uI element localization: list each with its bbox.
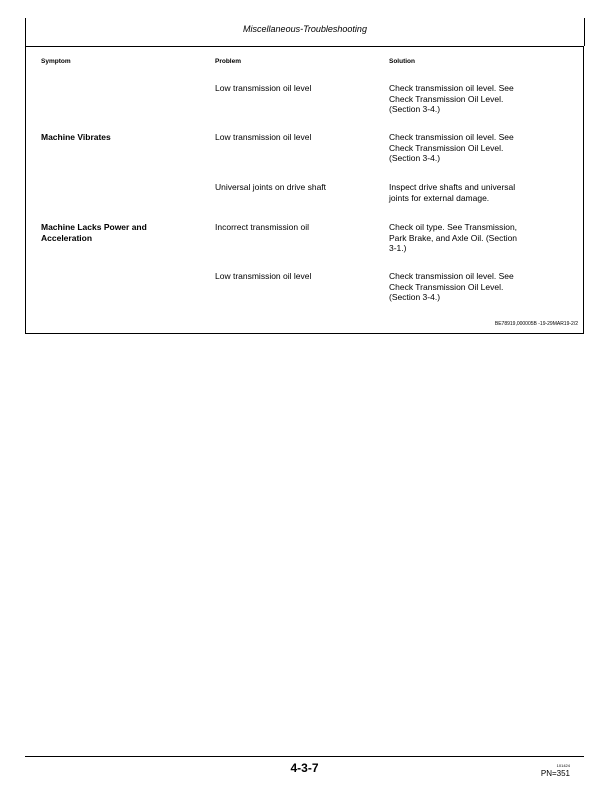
footer-small-code: 101424 [556, 763, 570, 768]
problem-cell: Universal joints on drive shaft [215, 182, 327, 192]
symptom-line: Machine Vibrates [41, 132, 111, 142]
column-header-symptom: Symptom [41, 58, 71, 65]
solution-line: Park Brake, and Axle Oil. (Section [389, 232, 518, 243]
footer-rule [25, 756, 584, 757]
symptom-line: Machine Lacks Power and [41, 222, 147, 232]
solution-line: Check transmission oil level. See [389, 83, 514, 93]
solution-line: (Section 3-4.) [389, 292, 441, 302]
problem-cell: Low transmission oil level [215, 271, 312, 281]
solution-line: Check oil type. See Transmission, [389, 222, 518, 232]
solution-line: Check Transmission Oil Level. [389, 281, 504, 292]
solution-line: joints for external damage. [389, 192, 490, 203]
column-header-solution: Solution [389, 58, 415, 65]
solution-line: Inspect drive shafts and universal [389, 182, 516, 192]
symptom-cell [41, 132, 111, 143]
pn-number: PN=351 [540, 769, 570, 778]
solution-line: Check Transmission Oil Level. [389, 142, 504, 153]
solution-line: Check transmission oil level. See [389, 132, 514, 142]
solution-line: Check Transmission Oil Level. [389, 93, 504, 104]
solution-line: (Section 3-4.) [389, 104, 441, 114]
problem-cell: Low transmission oil level [215, 132, 312, 142]
solution-cell [389, 132, 559, 164]
solution-cell [389, 271, 559, 303]
page-number: 4-3-7 [290, 761, 319, 775]
symptom-line: Acceleration [41, 232, 93, 243]
solution-cell [389, 222, 559, 254]
document-reference-code: BE78919,000005B -19-29MAR19-2/2 [494, 321, 578, 327]
problem-cell: Low transmission oil level [215, 83, 312, 93]
problem-cell: Incorrect transmission oil [215, 222, 310, 232]
symptom-cell [41, 222, 147, 243]
column-header-problem: Problem [215, 58, 242, 65]
solution-cell [389, 182, 559, 203]
solution-line: (Section 3-4.) [389, 153, 441, 163]
solution-line: 3-1.) [389, 243, 407, 253]
solution-line: Check transmission oil level. See [389, 271, 514, 281]
section-title: Miscellaneous-Troubleshooting [243, 24, 367, 34]
solution-cell [389, 83, 559, 115]
